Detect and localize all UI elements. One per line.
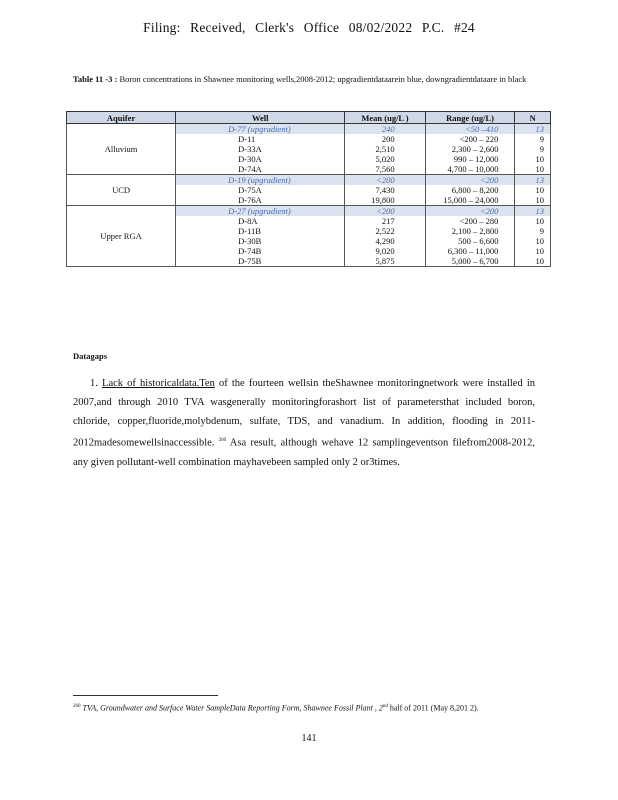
mean-cell: 4,290: [345, 236, 425, 246]
mean-cell: 19,800: [345, 195, 425, 206]
well-cell: D-74A: [176, 164, 345, 175]
aquifer-cell: Upper RGA: [67, 206, 176, 267]
mean-cell: 200: [345, 134, 425, 144]
well-cell: D-27 (upgradient): [176, 206, 345, 217]
range-cell: <200 – 280: [425, 216, 515, 226]
range-cell: <200 – 220: [425, 134, 515, 144]
header-mean: Mean (ug/L ): [345, 112, 425, 124]
header-aquifer: Aquifer: [67, 112, 176, 124]
n-cell: 13: [515, 175, 551, 186]
range-cell: 500 – 6,600: [425, 236, 515, 246]
well-cell: D-8A: [176, 216, 345, 226]
table-caption: [73, 73, 543, 86]
n-cell: 9: [515, 226, 551, 236]
paragraph-number: 1.: [90, 378, 98, 389]
footnote-tail: half of 2011 (May 8,201 2).: [387, 703, 479, 713]
header-n: N: [515, 112, 551, 124]
range-cell: <200: [425, 175, 515, 186]
n-cell: 13: [515, 124, 551, 135]
page-number: 141: [301, 733, 317, 744]
n-cell: 9: [515, 144, 551, 154]
well-cell: D-74B: [176, 246, 345, 256]
table-caption-label: Table 11 -3 :: [73, 74, 118, 84]
datagaps-paragraph: [73, 374, 535, 472]
mean-cell: <200: [345, 175, 425, 186]
footnote-divider: [73, 695, 218, 696]
well-cell: D-30A: [176, 154, 345, 164]
well-cell: D-76A: [176, 195, 345, 206]
table-row: [67, 206, 551, 217]
mean-cell: 7,430: [345, 185, 425, 195]
aquifer-cell: UCD: [67, 175, 176, 206]
range-cell: <200: [425, 206, 515, 217]
range-cell: 2,100 – 2,800: [425, 226, 515, 236]
mean-cell: 9,020: [345, 246, 425, 256]
table-row: [67, 175, 551, 186]
range-cell: 15,000 – 24,000: [425, 195, 515, 206]
well-cell: D-11B: [176, 226, 345, 236]
header-well: Well: [176, 112, 345, 124]
well-cell: D-19 (upgradient): [176, 175, 345, 186]
well-cell: D-75A: [176, 185, 345, 195]
range-cell: 6,300 – 11,000: [425, 246, 515, 256]
paragraph-body-2: Asa result, although wehave 12 samplingeventson filefrom2008-2012, any given pollutant-well combination mayhavebeen sampled only 2 or3times.: [73, 437, 536, 468]
range-cell: 990 – 12,000: [425, 154, 515, 164]
n-cell: 10: [515, 185, 551, 195]
well-cell: D-77 (upgradient): [176, 124, 345, 135]
mean-cell: 2,522: [345, 226, 425, 236]
table-row: [67, 124, 551, 135]
section-heading: Datagaps: [73, 351, 108, 361]
table-body: [67, 124, 551, 267]
header-range: Range (ug/L): [425, 112, 515, 124]
table-caption-text: Boron concentrations in Shawnee monitoring wells,2008-2012; upgradientdataarein blue, downgradientdataare in black: [119, 74, 527, 84]
mean-cell: 2,510: [345, 144, 425, 154]
n-cell: 10: [515, 154, 551, 164]
table-header-row: [67, 112, 551, 124]
footnote: [73, 700, 537, 715]
footnote-ordinal: nd: [382, 704, 388, 709]
boron-table: [66, 111, 551, 267]
n-cell: 10: [515, 216, 551, 226]
mean-cell: <200: [345, 206, 425, 217]
footnote-text: TVA, Groundwater and Surface Water SampleData Reporting Form, Shawnee Fossil Plant , 2: [82, 703, 383, 713]
n-cell: 10: [515, 195, 551, 206]
n-cell: 10: [515, 246, 551, 256]
n-cell: 13: [515, 206, 551, 217]
n-cell: 10: [515, 256, 551, 267]
range-cell: 6,800 – 8,200: [425, 185, 515, 195]
paragraph-body-1: of the fourteen wellsin theShawnee monitoringnetwork were installed in 2007,and through 2010 TVA wasgenerally monitoringforashort list of parametersthat included boron, chloride, copper,fluoride,molybdenum, sulfate, TDS, and vanadium. In addition, flooding in 2011-2012madesomewellsinaccessible.: [73, 378, 536, 449]
well-cell: D-75B: [176, 256, 345, 267]
n-cell: 9: [515, 134, 551, 144]
mean-cell: 5,875: [345, 256, 425, 267]
footnote-reference: 260: [218, 438, 227, 443]
mean-cell: 5,020: [345, 154, 425, 164]
range-cell: <50 –410: [425, 124, 515, 135]
well-cell: D-33A: [176, 144, 345, 154]
well-cell: D-30B: [176, 236, 345, 246]
filing-header: Filing: Received, Clerk's Office 08/02/2022 P.C. #24: [143, 20, 475, 35]
range-cell: 5,000 – 6,700: [425, 256, 515, 267]
mean-cell: 240: [345, 124, 425, 135]
aquifer-cell: Alluvium: [67, 124, 176, 175]
mean-cell: 7,560: [345, 164, 425, 175]
n-cell: 10: [515, 164, 551, 175]
footnote-number: 260: [73, 704, 81, 709]
mean-cell: 217: [345, 216, 425, 226]
n-cell: 10: [515, 236, 551, 246]
well-cell: D-11: [176, 134, 345, 144]
range-cell: 2,300 – 2,600: [425, 144, 515, 154]
paragraph-lead: Lack of historicaldata.Ten: [102, 378, 215, 389]
range-cell: 4,700 – 10,000: [425, 164, 515, 175]
